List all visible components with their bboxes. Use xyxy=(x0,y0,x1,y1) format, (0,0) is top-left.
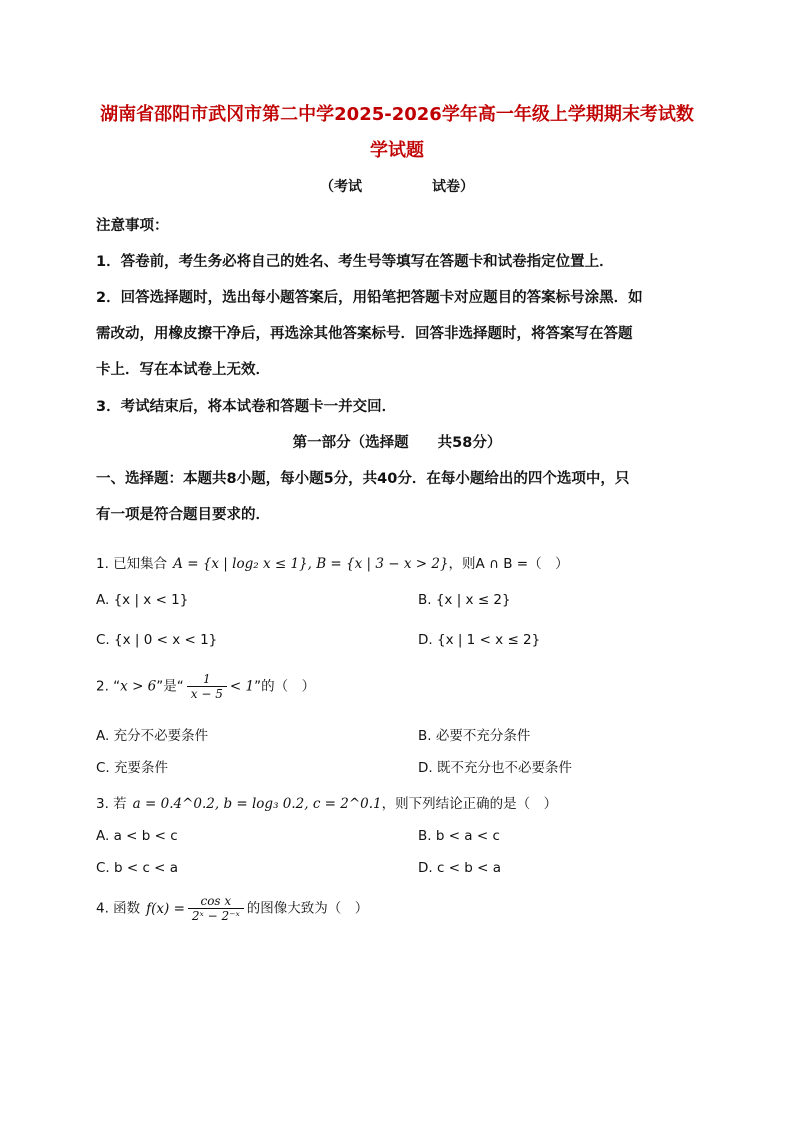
q3-suffix: ，则下列结论正确的是（ ） xyxy=(381,796,558,812)
q2-option-c: C. 充要条件 xyxy=(96,760,169,776)
q1-prefix: 1. 已知集合 xyxy=(96,556,168,572)
q1-option-a: A. {x | x < 1} xyxy=(96,592,189,608)
note-2-line1: 2．回答选择题时，选出每小题答案后，用铅笔把答题卡对应题目的答案标号涂黑．如 xyxy=(96,290,643,306)
q2-fraction xyxy=(187,672,227,701)
q3-math: a = 0.4^0.2, b = log₃ 0.2, c = 2^0.1 xyxy=(132,796,382,812)
question-3 xyxy=(96,792,557,812)
q2-condition: x > 6 xyxy=(120,678,157,695)
part-title: 第一部分（选择题 共58分） xyxy=(292,435,502,451)
q4-frac-num: cos x xyxy=(188,894,244,909)
note-2-line3: 卡上．写在本试卷上无效． xyxy=(96,362,270,378)
q3-option-c: C. b < c < a xyxy=(96,860,179,876)
q3-prefix: 3. 若 xyxy=(96,796,127,812)
question-4 xyxy=(96,894,368,923)
q1-option-c: C. {x | 0 < x < 1} xyxy=(96,632,218,648)
q1-option-b: B. {x | x ≤ 2} xyxy=(418,592,511,608)
q1-math: A = {x | log₂ x ≤ 1}, B = {x | 3 − x > 2} xyxy=(173,556,449,572)
section-instructions-line2: 有一项是符合题目要求的． xyxy=(96,507,270,523)
q2-frac-num: 1 xyxy=(187,672,227,687)
exam-title-line1: 湖南省邵阳市武冈市第二中学2025-2026学年高一年级上学期期末考试数 xyxy=(100,104,694,125)
q2-option-a: A. 充分不必要条件 xyxy=(96,728,209,744)
q1-suffix: ，则A ∩ B =（ ） xyxy=(448,556,569,572)
subtitle-right: 试卷） xyxy=(432,179,474,195)
q3-option-d: D. c < b < a xyxy=(418,860,502,876)
q4-function: f(x) = xyxy=(146,900,185,917)
q4-suffix: 的图像大致为（ ） xyxy=(246,900,369,917)
q4-frac-den: 2ˣ − 2⁻ˣ xyxy=(191,909,240,923)
note-3: 3．考试结束后，将本试卷和答题卡一并交回． xyxy=(96,399,397,415)
q4-fraction xyxy=(188,894,244,923)
q3-option-b: B. b < a < c xyxy=(418,828,500,844)
q3-option-a: A. a < b < c xyxy=(96,828,178,844)
q1-option-d: D. {x | 1 < x ≤ 2} xyxy=(418,632,541,648)
exam-title-line2: 学试题 xyxy=(370,140,424,161)
q2-prefix: 2. “ xyxy=(96,678,121,695)
q2-option-b: B. 必要不充分条件 xyxy=(418,728,531,744)
question-1 xyxy=(96,552,569,572)
q2-mid: ”是“ xyxy=(156,678,184,695)
notes-heading: 注意事项： xyxy=(96,218,169,234)
exam-subtitle xyxy=(0,176,794,196)
q2-suffix: ”的（ ） xyxy=(254,678,316,695)
note-1: 1．答卷前，考生务必将自己的姓名、考生号等填写在答题卡和试卷指定位置上． xyxy=(96,254,614,270)
section-instructions-line1: 一、选择题：本题共8小题，每小题5分，共40分．在每小题给出的四个选项中，只 xyxy=(96,471,630,487)
note-2-line2: 需改动，用橡皮擦干净后，再选涂其他答案标号．回答非选择题时，将答案写在答题 xyxy=(96,326,633,342)
subtitle-left: （考试 xyxy=(320,179,362,195)
question-2 xyxy=(96,672,315,701)
q2-option-d: D. 既不充分也不必要条件 xyxy=(418,760,572,776)
q2-inequality: < 1 xyxy=(229,678,255,695)
q4-prefix: 4. 函数 xyxy=(96,900,141,917)
q2-frac-den: x − 5 xyxy=(190,687,223,701)
